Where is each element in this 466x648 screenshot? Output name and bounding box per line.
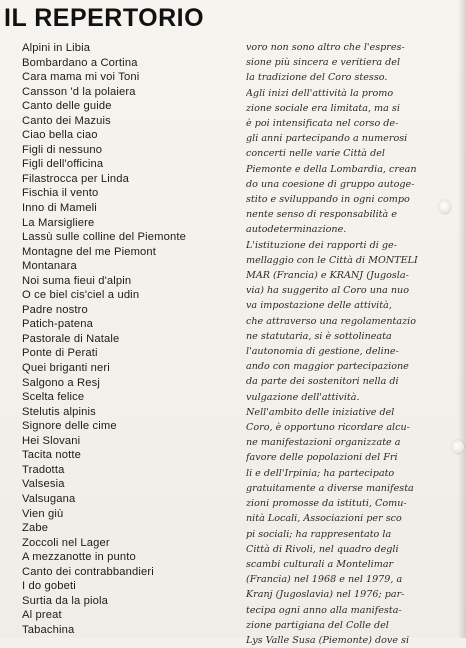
song-title: Al preat [22,609,62,622]
text-line: scambi culturali a Montelimar [246,558,394,570]
song-title: Ponte di Perati [22,347,98,360]
text-line: ando con maggior partecipazione [246,361,409,373]
text-line: MAR (Francia) e KRANJ (Jugosla- [246,270,409,282]
text-line: autodeterminazione. [246,224,347,236]
song-title: Canto dei contrabbandieri [22,565,154,578]
song-title: Inno di Mameli [22,202,97,215]
body-text-column [246,40,458,648]
text-line: va impostazione delle attività, [246,300,392,312]
song-title: Montagne del me Piemont [22,245,157,258]
song-title: Zabe [22,522,49,535]
text-line: Lys Valle Susa (Piemonte) dove si [246,634,410,646]
song-list [22,41,234,637]
text-line: do una coesione di gruppo autoge- [246,178,415,190]
text-line: concerti nelle varie Città del [246,148,385,160]
song-title: Valsugana [22,492,76,505]
text-line: tecipa ogni anno alla manifesta- [246,604,402,616]
song-title: Padre nostro [22,303,88,316]
song-title: Ciao bella ciao [22,129,98,142]
text-line: mellaggio con le Città di MONTELI [246,254,418,266]
song-title: Bombardano a Cortina [22,56,138,69]
song-title: Tacita notte [22,449,82,462]
song-title: O ce biel cis'ciel a udin [22,289,140,302]
binder-hole [439,200,451,214]
text-line: nità Locali, Associazioni per sco [246,513,402,525]
text-line: zione sociale era limitata, ma si [246,102,400,114]
song-title: Valsesia [22,478,65,491]
song-title: Quei briganti neri [22,362,110,375]
text-line: voro non sono altro che l'espres- [246,42,405,53]
text-line: nente senso di responsabilità e [246,209,397,221]
song-title: Alpini in Libia [22,42,91,54]
song-title: La Marsigliere [22,216,95,229]
song-title: Surtia da la piola [22,594,109,607]
song-title: Patich-patena [22,318,93,331]
song-title: Tradotta [22,463,65,476]
song-title: Filastrocca per Linda [22,172,129,185]
text-line: Agli inizi dell'attività la promo [246,87,394,99]
page-title: IL REPERTORIO [4,4,205,32]
text-line: zione partigiana del Colle del [246,619,389,631]
text-line: ne manifestazioni organizzate a [246,437,401,449]
binder-hole [452,440,464,454]
song-title: Scelta felice [22,391,85,404]
song-title: Canto dei Mazuis [22,114,111,127]
song-title: Zoccoli nel Lager [22,536,110,549]
song-title: Cansson 'd la polaiera [22,85,136,98]
text-line: Piemonte e della Lombardia, crean [246,163,417,175]
text-line: favore delle popolazioni del Fri [246,452,398,464]
text-line: li e dell'Irpinia; ha partecipato [246,467,395,479]
text-line: gratuitamente a diverse manifesta [246,482,414,494]
text-line: pi sociali; ha rappresentato la [246,528,392,540]
song-title: Figli di nessuno [22,143,103,156]
song-title: Salgono a Resj [22,376,100,389]
text-line: è poi intensificata nel corso de- [246,118,399,130]
song-title: Canto delle guide [22,100,112,113]
song-title: Cara mama mi voi Toni [22,71,140,84]
text-line: da parte dei sostenitori nella di [246,376,399,388]
text-line: Kranj (Jugoslavia) nel 1976; par- [246,589,405,601]
text-line: la tradizione del Coro stesso. [246,72,388,84]
song-title: I do gobeti [22,580,76,593]
song-title: Montanara [22,260,77,273]
song-title: Noi suma fieui d'alpin [22,274,132,287]
text-line: che attraverso una regolamentazio [246,315,416,327]
text-line: Nell'ambito delle iniziative del [246,406,395,418]
song-title: Fischia il vento [22,187,99,200]
text-line: Coro, è opportuno ricordare alcu- [246,422,410,434]
song-title: A mezzanotte in punto [22,551,136,564]
text-line: gli anni partecipando a numerosi [246,133,408,145]
text-line: sione più sincera e veritiera del [246,57,401,69]
text-line: ne statutaria, si è sottolineata [246,330,392,342]
song-title: Tabachina [22,623,75,636]
text-line: l'autonomia di gestione, deline- [246,346,399,358]
text-line: Città di Rivoli, nel quadro degli [246,543,399,555]
text-line: zioni promosse da istituti, Comu- [246,498,407,510]
page-edge-shadow [458,0,466,638]
text-line: L'istituzione dei rapporti di ge- [246,239,397,251]
song-title: Figli dell'officina [22,158,104,171]
text-line: vulgazione dell'attività. [246,391,360,403]
song-title: Pastorale di Natale [22,332,120,345]
song-title: Stelutis alpinis [22,405,96,418]
text-line: (Francia) nel 1968 e nel 1979, a [246,574,403,586]
text-line: via) ha suggerito al Coro una nuo [246,285,409,297]
text-line: stito e sviluppando in ogni compo [246,194,410,206]
song-title: Vien giù [22,507,64,520]
song-title: Lassù sulle colline del Piemonte [22,231,187,244]
song-title: Hei Slovani [22,434,81,447]
song-title: Signore delle cime [22,420,117,433]
